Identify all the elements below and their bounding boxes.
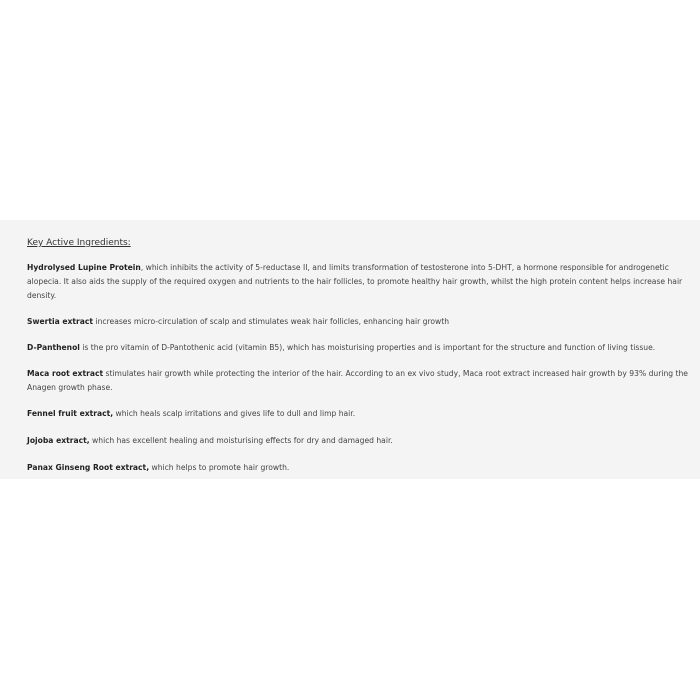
ingredient-fennel-fruit-extract [27, 407, 695, 421]
section-heading: Key Active Ingredients: [27, 238, 131, 248]
ingredients-content [27, 237, 695, 475]
ingredient-name: D-Panthenol [27, 343, 80, 352]
ingredient-jojoba-extract [27, 434, 695, 448]
ingredient-name: Fennel fruit extract, [27, 409, 114, 418]
ingredient-hydrolysed-lupine-protein [27, 261, 695, 303]
ingredient-maca-root-extract [27, 367, 695, 395]
ingredient-name: Swertia extract [27, 317, 94, 326]
ingredient-description: which heals scalp irritations and gives life to dull and limp hair. [113, 409, 356, 418]
ingredient-d-panthenol [27, 341, 695, 355]
ingredient-description: which helps to promote hair growth. [149, 463, 290, 472]
ingredient-name: Panax Ginseng Root extract, [27, 463, 150, 472]
ingredient-description: increases micro-circulation of scalp and stimulates weak hair follicles, enhancing hair growth [93, 317, 450, 326]
ingredients-panel [0, 220, 700, 479]
ingredient-description: is the pro vitamin of D-Pantothenic acid (vitamin B5), which has moisturising properties and is important for the structure and function of living tissue. [79, 343, 656, 352]
ingredient-name: Jojoba extract, [27, 436, 90, 445]
ingredient-description: , which inhibits the activity of 5-reductase II, and limits transformation of testosterone into 5-DHT, a hormone responsible for androgenetic alopecia. It also aids the supply of the required oxygen and nutrients to the hair follicles, to promote healthy hair growth, whilst the high protein content helps increase hair density. [27, 263, 683, 300]
ingredient-swertia-extract [27, 315, 695, 329]
ingredient-name: Hydrolysed Lupine Protein [27, 263, 141, 272]
ingredient-description: stimulates hair growth while protecting the interior of the hair. According to an ex vivo study, Maca root extract increased hair growth by 93% during the Anagen growth phase. [27, 369, 688, 392]
ingredient-panax-ginseng-root-extract [27, 461, 695, 475]
ingredient-description: which has excellent healing and moisturising effects for dry and damaged hair. [89, 436, 393, 445]
ingredient-name: Maca root extract [27, 369, 104, 378]
